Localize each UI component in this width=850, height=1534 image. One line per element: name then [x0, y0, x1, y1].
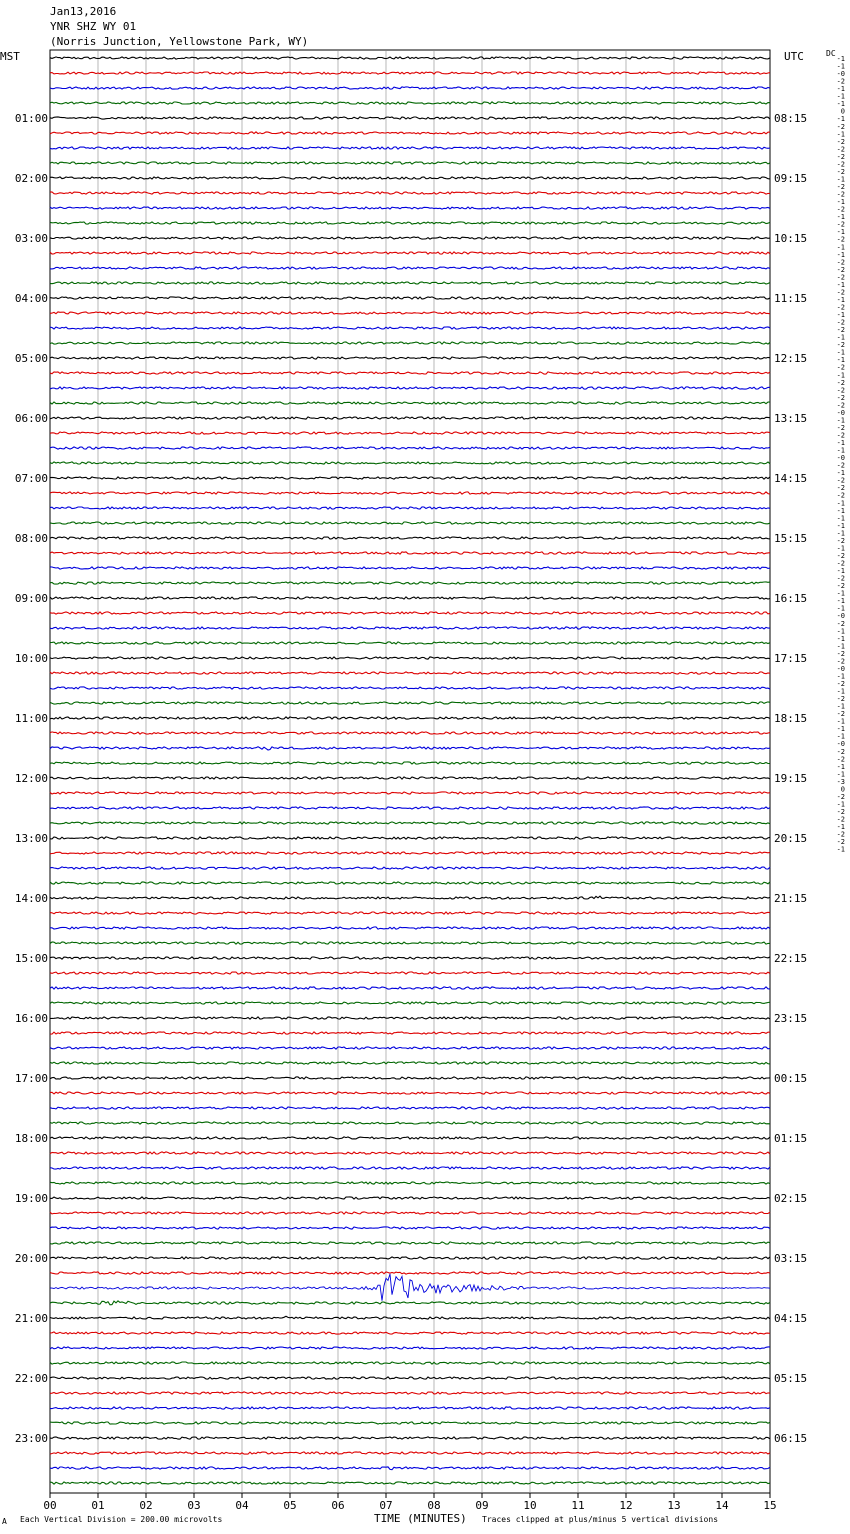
dc-offset-value: -1 [836, 642, 845, 651]
trace-row [50, 402, 770, 404]
trace-row [50, 147, 770, 149]
dc-offset-value: -0 [836, 408, 845, 417]
trace-row [50, 57, 770, 59]
trace-row [50, 1152, 770, 1154]
dc-offset-value: -1 [836, 416, 845, 425]
left-hour-label: 02:00 [14, 172, 48, 185]
trace-row [50, 72, 770, 74]
left-hour-label: 07:00 [14, 472, 48, 485]
dc-offset-value: -2 [836, 559, 845, 568]
dc-offset-value: -1 [836, 725, 845, 734]
x-tick-label: 05 [283, 1499, 297, 1512]
trace-row [50, 1107, 770, 1109]
x-axis-title: TIME (MINUTES) [374, 1512, 467, 1525]
dc-offset-value: -1 [836, 823, 845, 832]
dc-offset-value: -2 [836, 77, 845, 86]
right-hour-label: 20:15 [774, 832, 808, 845]
left-hour-label: 14:00 [14, 892, 48, 905]
right-hour-label: 21:15 [774, 892, 808, 905]
dc-offset-value: -1 [836, 845, 845, 854]
dc-offset-value: -0 [836, 70, 845, 79]
trace-row [50, 282, 770, 284]
trace-row [50, 162, 770, 164]
dc-offset-value: -2 [836, 551, 845, 560]
dc-offset-value: -1 [836, 92, 845, 101]
right-hour-label: 10:15 [774, 232, 808, 245]
station-code: YNR SHZ WY 01 [50, 20, 137, 33]
trace-row [50, 492, 770, 494]
dc-offset-value: -2 [836, 808, 845, 816]
trace-row [50, 207, 770, 209]
dc-offset-value: -1 [836, 800, 845, 809]
trace-row [50, 1482, 770, 1484]
trace-row [50, 867, 770, 869]
x-tick-label: 11 [571, 1499, 585, 1512]
trace-row [50, 1167, 770, 1169]
right-hour-label: 18:15 [774, 712, 808, 725]
trace-row [50, 537, 770, 539]
x-tick-label: 06 [331, 1499, 345, 1512]
x-tick-label: 02 [139, 1499, 153, 1512]
left-hour-label: 12:00 [14, 772, 48, 785]
dc-offset-value: -1 [836, 62, 845, 71]
trace-row [50, 1017, 770, 1019]
left-hour-label: 10:00 [14, 652, 48, 665]
trace-row [50, 1422, 770, 1424]
dc-offset-value: -1 [836, 243, 845, 252]
right-hour-label: 08:15 [774, 112, 808, 125]
left-hour-label: 03:00 [14, 232, 48, 245]
left-hour-label: 19:00 [14, 1192, 48, 1205]
dc-offset-value: -1 [836, 717, 845, 726]
dc-offset-value: -2 [836, 220, 845, 229]
trace-row [50, 642, 770, 644]
trace-row [50, 462, 770, 464]
dc-offset-value: -1 [836, 732, 845, 741]
dc-offset-value: -2 [836, 341, 845, 350]
trace-row [50, 702, 770, 704]
right-hour-label: 09:15 [774, 172, 808, 185]
left-timezone-label: MST [0, 50, 20, 63]
dc-offset-value: -1 [836, 634, 845, 643]
dc-offset-value: 0 [840, 107, 845, 116]
dc-offset-value: -1 [836, 228, 845, 237]
trace-row [50, 177, 770, 179]
dc-offset-value: -2 [836, 137, 845, 146]
dc-offset-value: -1 [836, 333, 845, 342]
trace-row [50, 732, 770, 734]
dc-offset-value: -1 [836, 469, 845, 478]
dc-offset-value: -2 [836, 695, 845, 704]
dc-offset-value: -1 [836, 762, 845, 771]
dc-offset-value: -1 [836, 702, 845, 711]
dc-offset-value: -3 [836, 777, 845, 786]
dc-offset-value: -2 [836, 755, 845, 764]
dc-offset-value: -1 [836, 198, 845, 207]
right-hour-label: 02:15 [774, 1192, 808, 1205]
trace-row [50, 1197, 770, 1199]
trace-row [50, 912, 770, 914]
dc-offset-value: -1 [836, 687, 845, 696]
right-timezone-label: UTC [784, 50, 804, 63]
trace-row [50, 1062, 770, 1064]
left-hour-label: 08:00 [14, 532, 48, 545]
dc-offset-value: -1 [836, 446, 845, 455]
dc-offset-value: -1 [836, 280, 845, 289]
left-hour-label: 22:00 [14, 1372, 48, 1385]
station-location: (Norris Junction, Yellowstone Park, WY) [50, 35, 309, 48]
x-tick-label: 03 [187, 1499, 201, 1512]
trace-row [50, 1077, 770, 1079]
dc-offset-value: -2 [836, 386, 845, 395]
dc-offset-value: -2 [836, 265, 845, 274]
plot-date: Jan13,2016 [50, 5, 117, 18]
trace-row [50, 252, 770, 254]
left-hour-label: 23:00 [14, 1432, 48, 1445]
dc-offset-value: -2 [836, 431, 845, 440]
trace-row [50, 87, 770, 89]
trace-row [50, 657, 770, 659]
dc-offset-value: -1 [836, 506, 845, 515]
trace-row [50, 1407, 770, 1409]
trace-row [50, 237, 770, 239]
trace-row [50, 1347, 770, 1349]
trace-row [50, 747, 770, 750]
x-tick-label: 09 [475, 1499, 489, 1512]
dc-offset-value: -2 [836, 378, 845, 387]
right-hour-label: 23:15 [774, 1012, 808, 1025]
dc-offset-value: -2 [836, 710, 845, 719]
trace-row [50, 612, 770, 614]
dc-offset-value: -2 [836, 363, 845, 372]
dc-offset-value: -1 [836, 514, 845, 523]
right-hour-label: 14:15 [774, 472, 808, 485]
trace-row [50, 507, 770, 509]
trace-row [50, 597, 770, 599]
dc-offset-value: -1 [836, 604, 845, 613]
trace-row [50, 896, 770, 899]
x-tick-label: 04 [235, 1499, 249, 1512]
x-tick-label: 10 [523, 1499, 537, 1512]
dc-offset-value: -1 [836, 115, 845, 124]
dc-offset-value: -1 [836, 55, 845, 63]
dc-offset-value: -0 [836, 740, 845, 749]
dc-offset-value: -1 [836, 521, 845, 530]
trace-row [50, 942, 770, 944]
plot-frame [50, 50, 770, 1493]
trace-row [50, 1332, 770, 1334]
clip-note: Traces clipped at plus/minus 5 vertical divisions [482, 1515, 719, 1524]
trace-row [50, 1212, 770, 1214]
left-hour-label: 13:00 [14, 832, 48, 845]
dc-offset-value: -2 [836, 815, 845, 824]
right-hour-label: 05:15 [774, 1372, 808, 1385]
trace-row [50, 567, 770, 569]
x-tick-label: 12 [619, 1499, 633, 1512]
dc-offset-value: -2 [836, 303, 845, 312]
dc-offset-value: -2 [836, 401, 845, 410]
left-hour-label: 16:00 [14, 1012, 48, 1025]
trace-row [50, 297, 770, 299]
trace-row [50, 627, 770, 629]
trace-row [50, 1032, 770, 1034]
right-hour-label: 12:15 [774, 352, 808, 365]
trace-row [50, 792, 770, 794]
dc-offset-value: -2 [836, 318, 845, 327]
x-tick-label: 07 [379, 1499, 393, 1512]
right-hour-label: 03:15 [774, 1252, 808, 1265]
dc-offset-value: -1 [836, 597, 845, 606]
trace-row [50, 357, 770, 359]
trace-row [50, 312, 770, 314]
trace-row [50, 1257, 770, 1259]
right-hour-label: 00:15 [774, 1072, 808, 1085]
trace-row [50, 1392, 770, 1394]
left-hour-label: 04:00 [14, 292, 48, 305]
dc-offset-value: -2 [836, 160, 845, 169]
trace-row [50, 417, 770, 419]
dc-offset-value: -1 [836, 371, 845, 380]
trace-row [50, 387, 770, 389]
dc-offset-value: -2 [836, 830, 845, 839]
dc-offset-value: -2 [836, 491, 845, 500]
trace-row [50, 327, 770, 329]
dc-offset-value: -2 [836, 649, 845, 658]
trace-row [50, 1362, 770, 1364]
dc-offset-value: -2 [836, 574, 845, 583]
dc-offset-value: -1 [836, 175, 845, 184]
dc-offset-value: -1 [836, 499, 845, 508]
trace-row [50, 1227, 770, 1229]
dc-offset-value: -1 [836, 348, 845, 357]
trace-row [50, 1377, 770, 1379]
scale-note: Each Vertical Division = 200.00 microvolts [20, 1515, 223, 1524]
dc-offset-value: -2 [836, 484, 845, 493]
trace-row [50, 372, 770, 374]
trace-row [50, 1301, 770, 1305]
left-hour-label: 21:00 [14, 1312, 48, 1325]
dc-offset-value: -1 [836, 672, 845, 681]
dc-offset-value: -2 [836, 183, 845, 192]
trace-row [50, 477, 770, 479]
trace-row [50, 1437, 770, 1439]
trace-row [50, 117, 770, 119]
dc-offset-value: 0 [840, 785, 845, 794]
dc-offset-value: -2 [836, 461, 845, 470]
trace-row [50, 267, 770, 269]
dc-offset-value: -1 [836, 250, 845, 259]
dc-offset-value: -1 [836, 770, 845, 779]
trace-row [50, 522, 770, 524]
trace-row [50, 1316, 770, 1319]
x-tick-label: 15 [763, 1499, 777, 1512]
dc-offset-value: -2 [836, 145, 845, 154]
right-hour-label: 15:15 [774, 532, 808, 545]
dc-offset-value: -2 [836, 205, 845, 214]
trace-row [50, 1092, 770, 1094]
trace-row [50, 432, 770, 434]
trace-row [50, 882, 770, 884]
right-hour-label: 19:15 [774, 772, 808, 785]
trace-row [50, 672, 770, 674]
dc-offset-value: -1 [836, 589, 845, 598]
dc-offset-value: -1 [836, 627, 845, 636]
dc-offset-value: -2 [836, 152, 845, 161]
dc-offset-value: -2 [836, 190, 845, 199]
x-tick-label: 14 [715, 1499, 729, 1512]
trace-row [50, 1452, 770, 1454]
trace-row [50, 1182, 770, 1184]
dc-offset-value: -2 [836, 258, 845, 267]
trace-row [50, 1274, 770, 1301]
dc-offset-value: -2 [836, 582, 845, 591]
right-hour-label: 22:15 [774, 952, 808, 965]
trace-row [50, 822, 770, 824]
dc-offset-value: -2 [836, 393, 845, 402]
dc-offset-value: -1 [836, 85, 845, 94]
dc-offset-value: -1 [836, 567, 845, 576]
trace-row [50, 1242, 770, 1244]
dc-offset-value: -2 [836, 167, 845, 176]
trace-row [50, 1467, 770, 1470]
dc-offset-value: -2 [836, 792, 845, 801]
right-hour-label: 16:15 [774, 592, 808, 605]
dc-offset-value: -1 [836, 529, 845, 538]
dc-offset-value: -1 [836, 100, 845, 109]
dc-offset-value: -2 [836, 679, 845, 688]
trace-row [50, 687, 770, 689]
dc-offset-value: -2 [836, 423, 845, 432]
left-hour-label: 11:00 [14, 712, 48, 725]
dc-offset-value: -1 [836, 439, 845, 448]
left-hour-label: 06:00 [14, 412, 48, 425]
dc-offset-value: -2 [836, 838, 845, 847]
trace-row [50, 972, 770, 974]
dc-offset-value: -2 [836, 288, 845, 297]
left-hour-label: 05:00 [14, 352, 48, 365]
trace-row [50, 807, 770, 809]
trace-row [50, 342, 770, 344]
trace-row [50, 222, 770, 224]
dc-offset-value: -2 [836, 619, 845, 628]
dc-offset-value: -2 [836, 476, 845, 485]
dc-offset-value: -0 [836, 664, 845, 673]
dc-offset-value: -0 [836, 454, 845, 463]
trace-row [50, 852, 770, 854]
right-hour-label: 01:15 [774, 1132, 808, 1145]
left-hour-label: 18:00 [14, 1132, 48, 1145]
dc-offset-value: -2 [836, 235, 845, 244]
dc-offset-value: -2 [836, 122, 845, 131]
left-hour-label: 20:00 [14, 1252, 48, 1265]
trace-row [50, 1122, 770, 1124]
trace-row [50, 837, 770, 839]
x-tick-label: 13 [667, 1499, 681, 1512]
right-hour-label: 04:15 [774, 1312, 808, 1325]
dc-offset-header: DC [826, 49, 836, 58]
dc-offset-value: -1 [836, 311, 845, 320]
dc-offset-value: -2 [836, 536, 845, 545]
trace-row [50, 927, 770, 929]
x-tick-label: 01 [91, 1499, 105, 1512]
right-hour-label: 06:15 [774, 1432, 808, 1445]
dc-offset-value: -2 [836, 326, 845, 335]
trace-row [50, 762, 770, 764]
right-hour-label: 17:15 [774, 652, 808, 665]
trace-row [50, 102, 770, 104]
trace-row [50, 582, 770, 584]
dc-offset-value: -2 [836, 747, 845, 756]
trace-row [50, 1137, 770, 1139]
trace-row [50, 447, 770, 449]
corner-mark: A [2, 1517, 7, 1526]
right-hour-label: 11:15 [774, 292, 808, 305]
trace-row [50, 987, 770, 989]
left-hour-label: 09:00 [14, 592, 48, 605]
dc-offset-value: -0 [836, 612, 845, 621]
x-tick-label: 00 [43, 1499, 57, 1512]
dc-offset-value: -1 [836, 130, 845, 139]
trace-row [50, 1272, 770, 1274]
trace-row [50, 717, 770, 719]
dc-offset-value: -1 [836, 295, 845, 304]
left-hour-label: 15:00 [14, 952, 48, 965]
dc-offset-value: -1 [836, 356, 845, 365]
dc-offset-value: -1 [836, 213, 845, 222]
trace-row [50, 192, 770, 194]
left-hour-label: 01:00 [14, 112, 48, 125]
dc-offset-value: -2 [836, 273, 845, 282]
trace-row [50, 957, 770, 959]
trace-row [50, 1002, 770, 1004]
trace-row [50, 132, 770, 134]
dc-offset-value: -1 [836, 544, 845, 553]
right-hour-label: 13:15 [774, 412, 808, 425]
dc-offset-value: -2 [836, 657, 845, 666]
trace-row [50, 777, 770, 779]
left-hour-label: 17:00 [14, 1072, 48, 1085]
trace-row [50, 552, 770, 554]
x-tick-label: 08 [427, 1499, 441, 1512]
trace-row [50, 1047, 770, 1049]
